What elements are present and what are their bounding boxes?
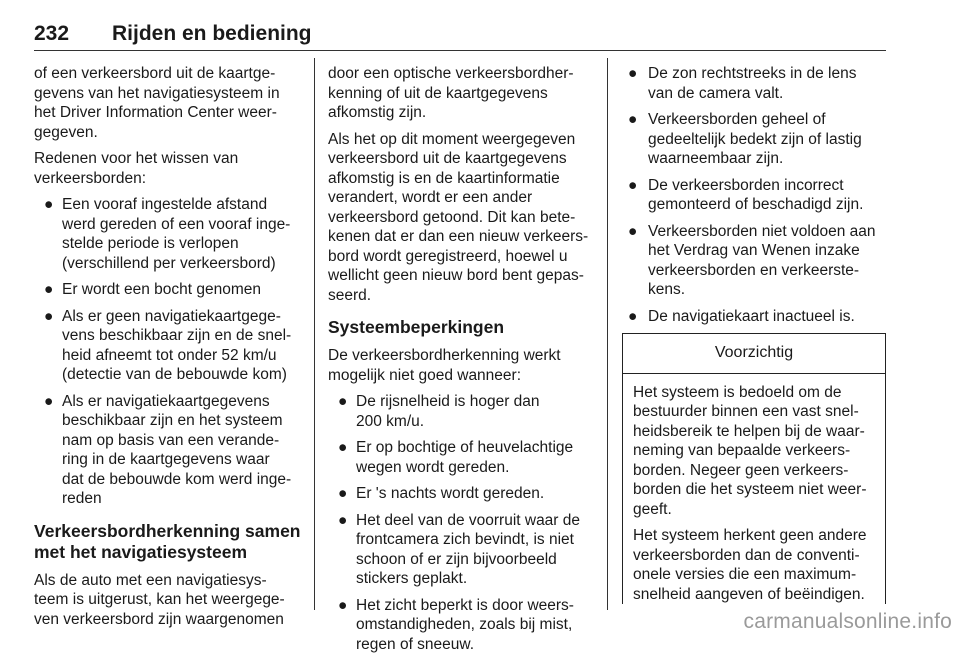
text-line: (detectie van de bebouwde kom): [62, 366, 287, 383]
section-heading: [34, 521, 302, 563]
bullet-icon: ●: [44, 392, 54, 410]
bullet-icon: ●: [338, 596, 348, 614]
bullet-icon: ●: [628, 307, 638, 325]
text-line: Verkeersborden niet voldoen aan: [648, 222, 876, 240]
caution-box: [622, 333, 886, 604]
list-item: [622, 222, 886, 300]
bullet-list: [34, 195, 302, 509]
paragraph: [34, 64, 302, 142]
text-line: verkeersbord uit de kaartgegevens: [328, 150, 567, 167]
bullet-icon: ●: [338, 485, 348, 502]
text-line: Een vooraf ingestelde afstand: [62, 196, 268, 213]
page-header: [34, 22, 886, 50]
column-middle: [328, 64, 590, 661]
text-line: Als het op dit moment weergegeven: [328, 130, 576, 148]
paragraph: [328, 64, 590, 123]
text-line: werd gereden of een vooraf inge-: [62, 215, 291, 233]
bullet-icon: ●: [338, 439, 348, 456]
text-line: bestuurder binnen een vast snel-: [633, 403, 859, 420]
paragraph: [633, 383, 877, 520]
text-line: De verkeersbordherkenning werkt: [328, 347, 561, 364]
text-line: stickers geplakt.: [356, 570, 468, 587]
text-line: dat de bebouwde kom werd inge-: [62, 470, 292, 488]
text-line: snelheid aangeven of beëindigen.: [633, 585, 865, 603]
column-right: [622, 64, 886, 611]
bullet-icon: ●: [338, 393, 348, 410]
bullet-list: [328, 392, 590, 654]
text-line: het Driver Information Center weer-: [34, 104, 277, 121]
text-line: mogelijk niet goed wanneer:: [328, 366, 522, 384]
text-line: het Verdrag van Wenen inzake: [648, 242, 860, 259]
text-line: kens.: [648, 281, 686, 298]
list-item: [332, 438, 590, 477]
bullet-icon: ●: [628, 111, 638, 128]
text-line: 200 km/u.: [356, 412, 425, 430]
text-line: schoon of er zijn bijvoorbeeld: [356, 550, 557, 568]
text-line: of een verkeersbord uit de kaartge-: [34, 65, 276, 82]
text-line: nam op basis van een verande-: [62, 431, 280, 449]
text-line: Er op bochtige of heuvelachtige: [356, 439, 574, 456]
bullet-icon: ●: [628, 176, 638, 194]
column-divider: [607, 58, 608, 610]
caution-body: [623, 374, 885, 605]
text-line: gemonteerd of beschadigd zijn.: [648, 196, 864, 213]
bullet-icon: ●: [628, 222, 638, 240]
text-line: Het zicht beperkt is door weers-: [356, 596, 574, 614]
text-line: omstandigheden, zoals bij mist,: [356, 616, 573, 633]
text-line: De rijsnelheid is hoger dan: [356, 393, 540, 410]
paragraph: [328, 130, 590, 306]
text-line: Het systeem is bedoeld om de: [633, 383, 842, 401]
paragraph: [633, 526, 877, 604]
section-heading: Systeembeperkingen: [328, 317, 505, 337]
text-line: Er 's nachts wordt gereden.: [356, 485, 545, 502]
column-left: [34, 64, 302, 636]
text-line: afkomstig zijn.: [328, 104, 427, 121]
list-item: [332, 484, 590, 504]
text-line: verkeersbord getoond. Dit kan bete-: [328, 208, 576, 226]
text-line: borden die het systeem niet weer-: [633, 481, 867, 498]
text-line: Redenen voor het wissen van: [34, 150, 239, 167]
text-line: afkomstig is en de kaartinformatie: [328, 169, 560, 187]
text-line: ring in de kaartgegevens waar: [62, 451, 270, 468]
bullet-icon: ●: [338, 511, 348, 529]
text-line: Er wordt een bocht genomen: [62, 281, 262, 298]
text-line: (verschillend per verkeersbord): [62, 254, 276, 272]
bullet-list: [622, 64, 886, 326]
text-line: teem is uitgerust, kan het weergege-: [34, 591, 285, 608]
list-item: [622, 64, 886, 103]
text-line: Het deel van de voorruit waar de: [356, 511, 581, 529]
list-item: [332, 596, 590, 655]
text-line: geeft.: [633, 500, 672, 518]
bullet-icon: ●: [44, 281, 54, 298]
text-line: bord wordt geregistreerd, hoewel u: [328, 247, 568, 265]
text-line: reden: [62, 490, 102, 507]
paragraph: [34, 571, 302, 630]
text-line: Als er navigatiekaartgegevens: [62, 392, 270, 410]
text-line: Het systeem herkent geen andere: [633, 527, 867, 544]
paragraph: [34, 149, 302, 188]
text-line: gegeven.: [34, 123, 98, 141]
list-item: [332, 392, 590, 431]
text-line: heidsbereik te helpen bij de waar-: [633, 422, 865, 440]
bullet-icon: ●: [44, 196, 54, 213]
list-item: [38, 392, 302, 509]
watermark: carmanualsonline.info: [743, 610, 952, 633]
text-line: verkeersborden:: [34, 169, 147, 187]
text-line: wegen wordt gereden.: [356, 458, 510, 476]
paragraph: [328, 346, 590, 385]
text-line: kenning of uit de kaartgegevens: [328, 84, 548, 102]
text-line: met het navigatiesysteem: [34, 541, 248, 562]
column-divider: [314, 58, 315, 610]
text-line: Verkeersbordherkenning samen: [34, 520, 301, 541]
page-number: 232: [34, 22, 70, 45]
text-line: De zon rechtstreeks in de lens: [648, 65, 857, 82]
text-line: regen of sneeuw.: [356, 635, 475, 653]
text-line: De verkeersborden incorrect: [648, 176, 844, 194]
text-line: De navigatiekaart inactueel is.: [648, 307, 855, 325]
caution-title: Voorzichtig: [623, 334, 885, 374]
list-item: [38, 280, 302, 300]
text-line: van de camera valt.: [648, 84, 784, 102]
text-line: verandert, wordt er een ander: [328, 189, 533, 206]
text-line: verkeersborden en verkeerste-: [648, 261, 860, 279]
text-line: neming van bepaalde verkeers-: [633, 442, 851, 459]
text-line: frontcamera zich bevindt, is niet: [356, 531, 574, 548]
text-line: gedeeltelijk bedekt zijn of lastig: [648, 130, 862, 148]
text-line: ven verkeersbord zijn waargenomen: [34, 610, 284, 628]
text-line: stelde periode is verlopen: [62, 235, 239, 252]
text-line: wellicht geen nieuw bord bent gepas-: [328, 267, 584, 284]
list-item: [38, 307, 302, 385]
text-line: borden. Negeer geen verkeers-: [633, 461, 849, 479]
list-item: [332, 511, 590, 589]
list-item: [38, 195, 302, 273]
text-line: heid afneemt tot onder 52 km/u: [62, 346, 277, 364]
text-line: verkeersborden dan de conventi-: [633, 546, 860, 564]
list-item: [622, 176, 886, 215]
text-line: kenen dat er dan een nieuw verkeers-: [328, 228, 589, 245]
bullet-icon: ●: [628, 65, 638, 82]
chapter-title: Rijden en bediening: [112, 22, 312, 45]
text-line: Verkeersborden geheel of: [648, 111, 826, 128]
text-line: vens beschikbaar zijn en de snel-: [62, 327, 292, 344]
text-line: beschikbaar zijn en het systeem: [62, 412, 283, 429]
list-item: [622, 110, 886, 169]
text-line: waarneembaar zijn.: [648, 150, 784, 167]
text-line: Als er geen navigatiekaartgege-: [62, 307, 281, 325]
bullet-icon: ●: [44, 307, 54, 325]
list-item: [622, 307, 886, 327]
text-line: seerd.: [328, 286, 372, 304]
text-line: gevens van het navigatiesysteem in: [34, 84, 280, 102]
text-line: Als de auto met een navigatiesys-: [34, 571, 267, 589]
text-line: onele versies die een maximum-: [633, 566, 857, 583]
header-rule: [34, 50, 886, 51]
text-line: door een optische verkeersbordher-: [328, 65, 574, 82]
